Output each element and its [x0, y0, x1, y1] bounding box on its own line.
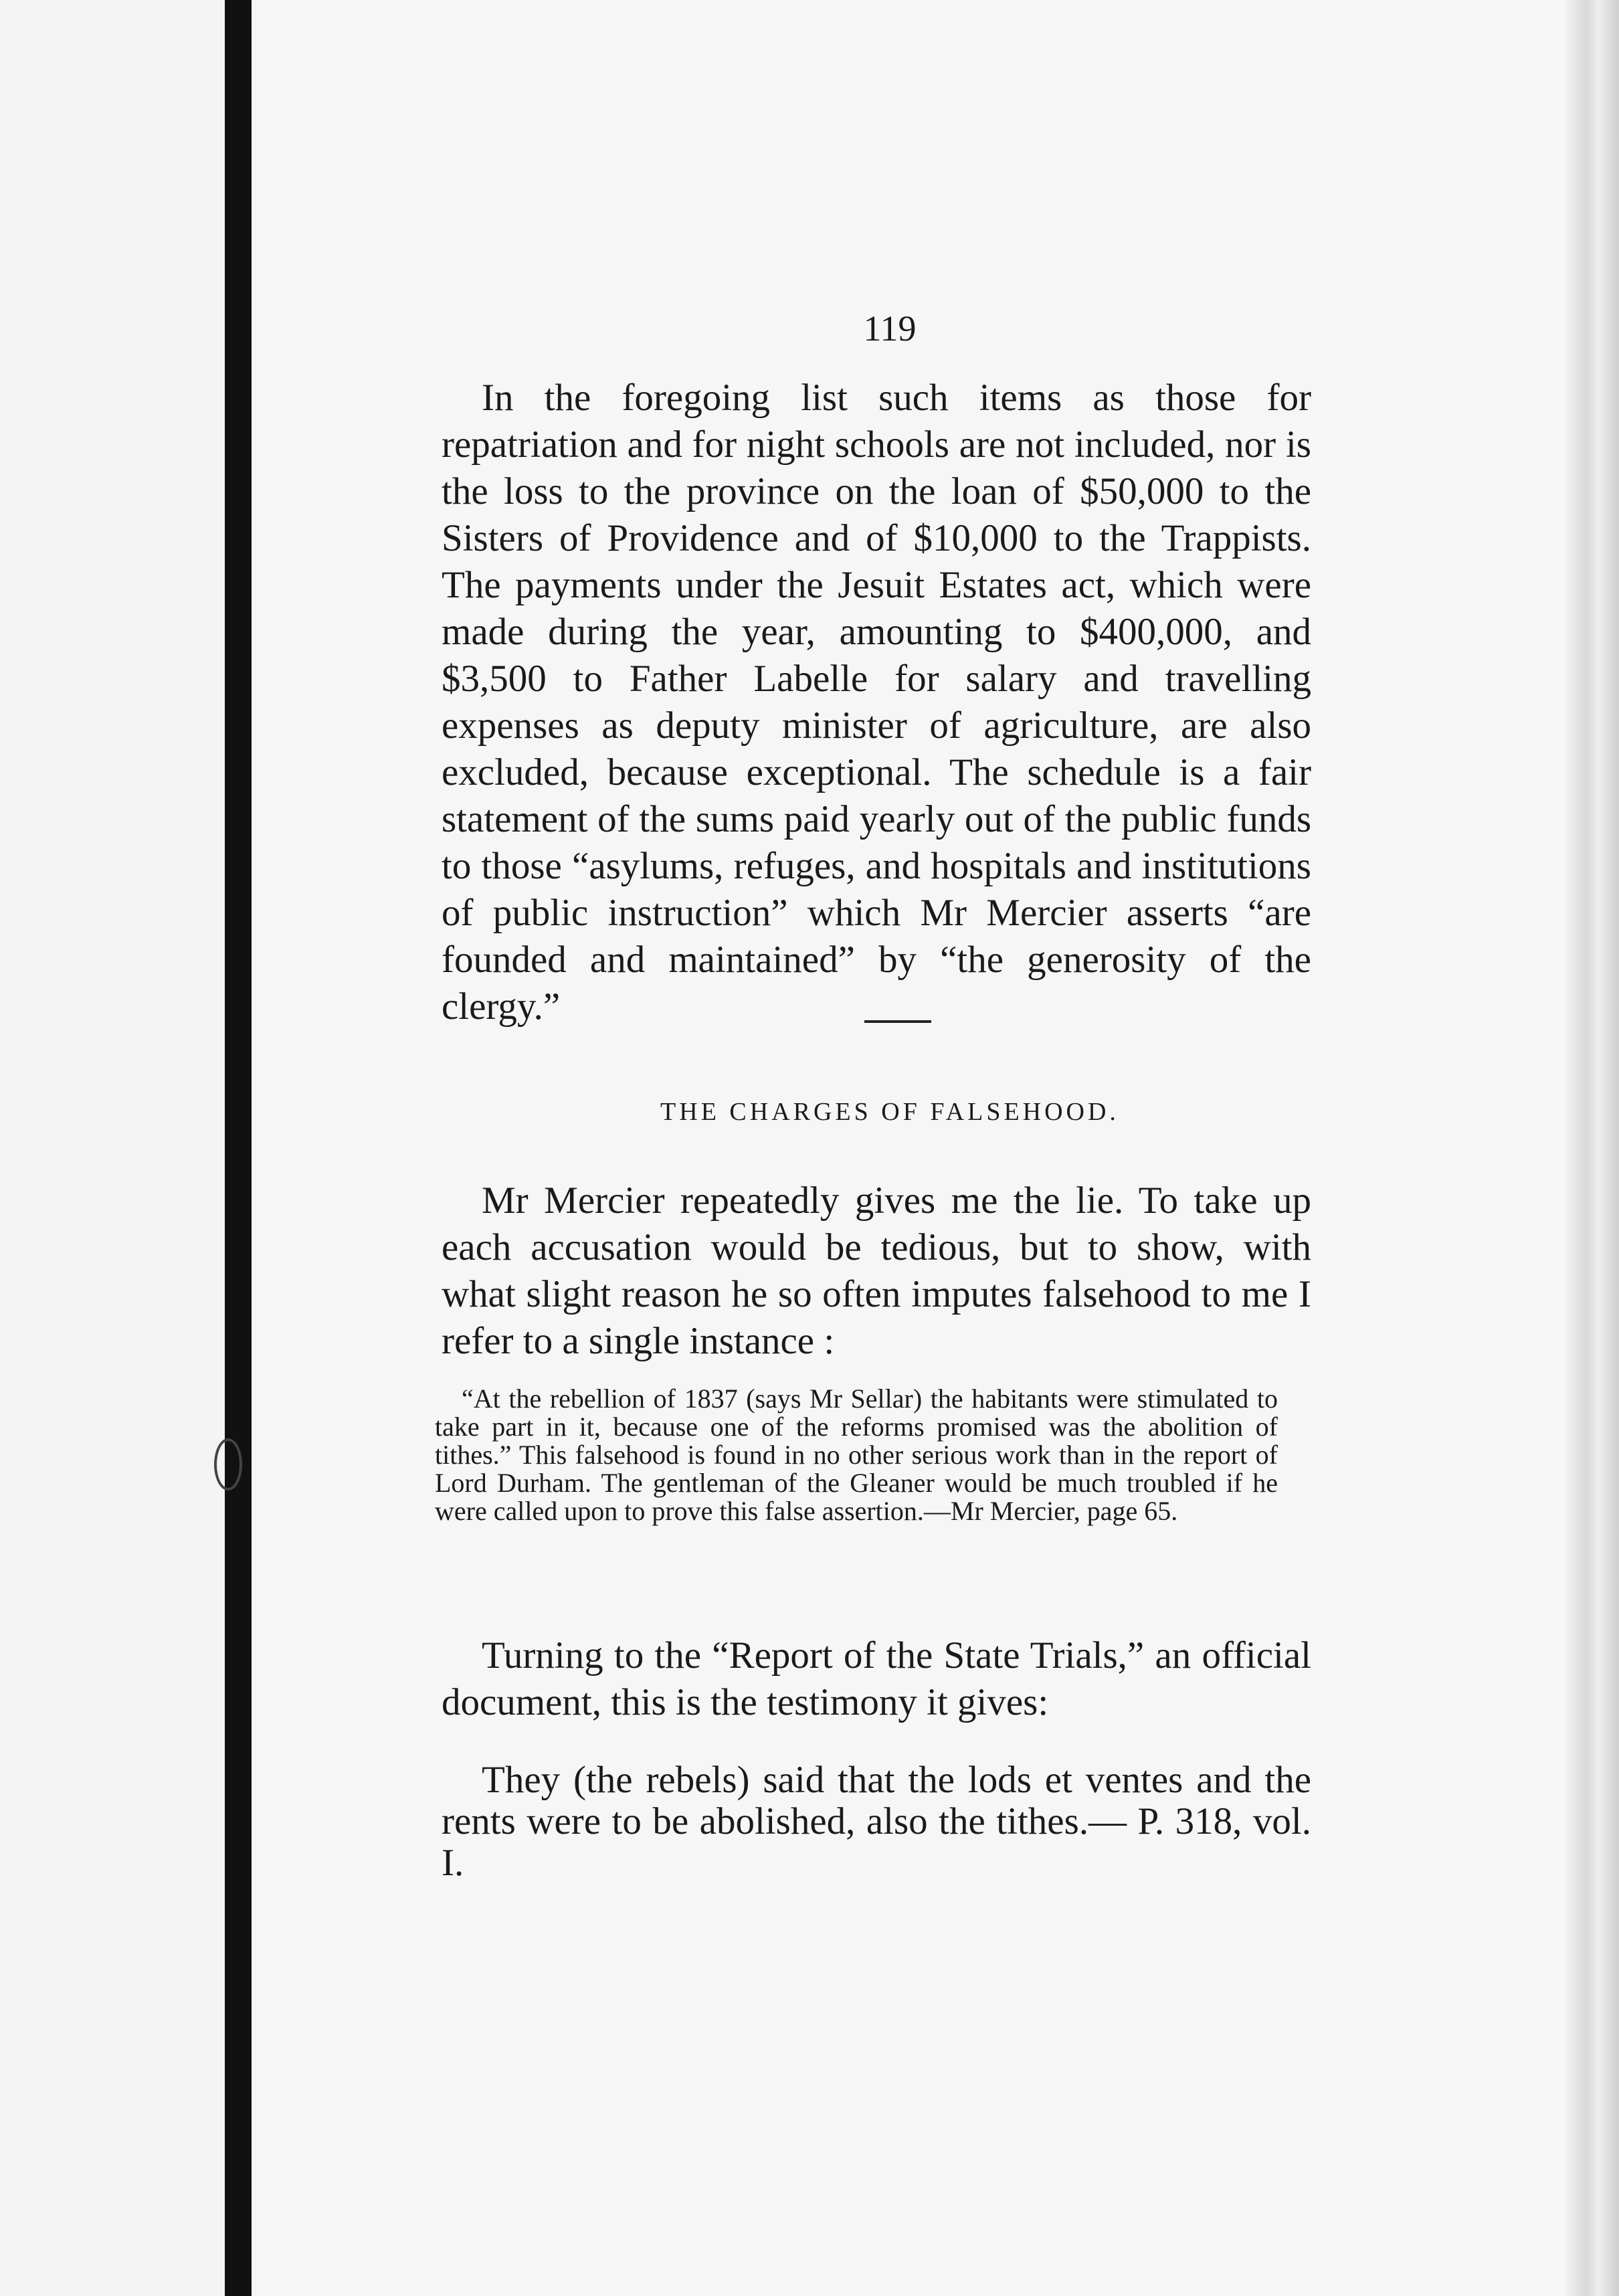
- section-heading: THE CHARGES OF FALSEHOOD.: [660, 1098, 1119, 1126]
- paragraph-mercier-lie: Mr Mercier repeatedly gives me the lie. To take up each accusation would be tedious, but to show, with what slight reason he so often imputes falsehood to me I refer to a single instance :: [442, 1179, 1311, 1362]
- quote-state-trials: They (the rebels) said that the lods et ventes and the rents were to be abolished, also the tithes.— P. 318, vol. I.: [442, 1759, 1311, 1884]
- section-divider: [864, 1020, 931, 1023]
- page-number: 119: [863, 308, 917, 349]
- paragraph-foregoing-list: In the foregoing list such items as those for repatriation and for night schools are not included, nor is the loss to the province on the loan of $50,000 to the Sisters of Providence and of $10,000 to the Trappists. The payments under the Jesuit Estates act, which were made during the year, amounting to $400,000, and $3,500 to Father Labelle for salary and travelling expenses as deputy minister of agriculture, are also excluded, because exceptional. The schedule is a fair statement of the sums paid yearly out of the public funds to those “asylums, refuges, and hospitals and institutions of public instruction” which Mr Mercier asserts “are founded and maintained” by “the generosity of the clergy.”: [442, 377, 1311, 1028]
- paragraph-state-trials: Turning to the “Report of the State Trials,” an official document, this is the testimony it gives:: [442, 1634, 1311, 1723]
- quote-mercier: “At the rebellion of 1837 (says Mr Sellar) the habitants were stimulated to take part in it, because one of the reforms promised was the abolition of tithes.” This falsehood is found in no other serious work than in the report of Lord Durham. The gentleman of the Gleaner would be much troubled if he were called upon to prove this false assertion.—Mr Mercier, page 65.: [435, 1383, 1278, 1526]
- binding-ring-mark: [214, 1438, 242, 1491]
